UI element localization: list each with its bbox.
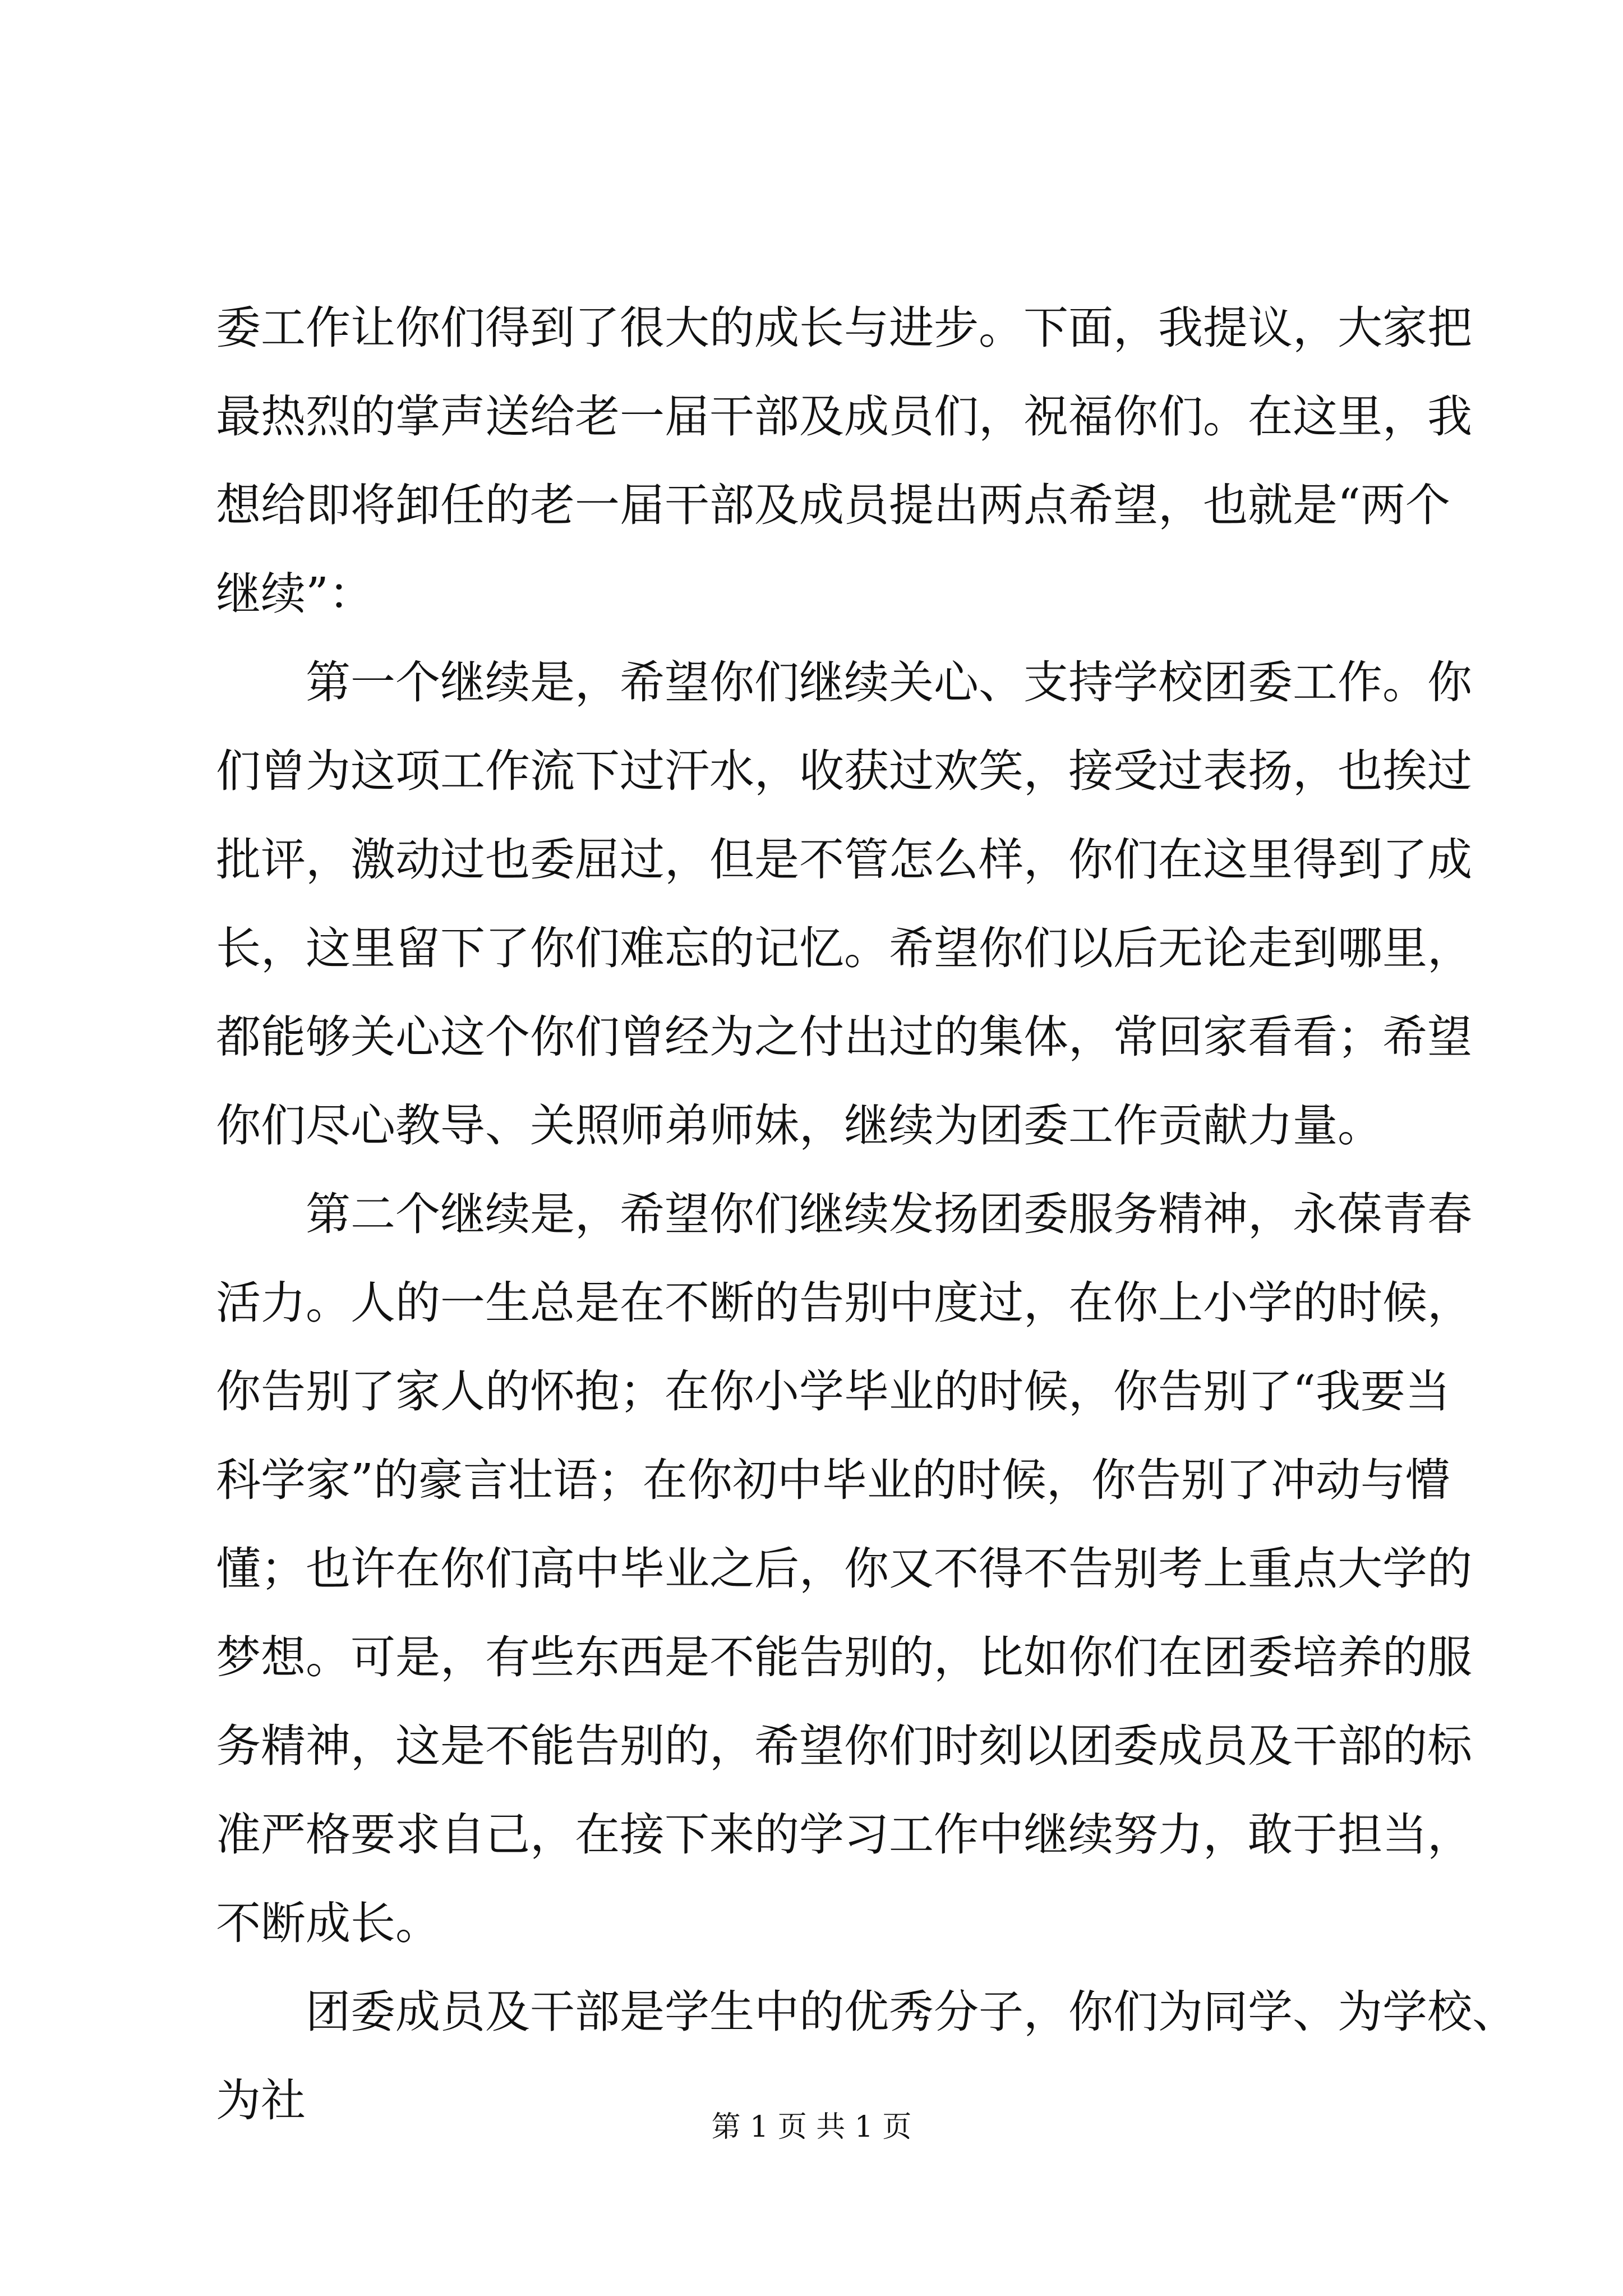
text-line: 都能够关心这个你们曾经为之付出过的集体，常回家看看；希望 [216, 1011, 1472, 1063]
text-line: 们曾为这项工作流下过汗水，收获过欢笑，接受过表扬，也挨过 [216, 745, 1472, 797]
text-line: 懂；也许在你们高中毕业之后，你又不得不告别考上重点大学的 [216, 1543, 1472, 1595]
paragraph-first-line: 第一个继续是，希望你们继续关心、支持学校团委工作。你 [306, 656, 1472, 708]
text-line: 不断成长。 [216, 1897, 440, 1949]
text-line: 你告别了家人的怀抱；在你小学毕业的时候，你告别了“我要当 [216, 1365, 1450, 1418]
text-line: 梦想。可是，有些东西是不能告别的，比如你们在团委培养的服 [216, 1631, 1472, 1683]
text-line: 准严格要求自己，在接下来的学习工作中继续努力，敢于担当， [216, 1809, 1472, 1861]
text-line: 批评，激动过也委屈过，但是不管怎么样，你们在这里得到了成 [216, 834, 1472, 886]
paragraph-first-line: 团委成员及干部是学生中的优秀分子，你们为同学、为学校、 [306, 1986, 1517, 2038]
page-footer: 第 1 页 共 1 页 [711, 2110, 912, 2144]
text-line: 委工作让你们得到了很大的成长与进步。下面，我提议，大家把 [216, 302, 1472, 354]
text-line: 想给即将卸任的老一届干部及成员提出两点希望，也就是“两个 [216, 479, 1450, 531]
text-line: 务精神，这是不能告别的，希望你们时刻以团委成员及干部的标 [216, 1720, 1472, 1772]
text-line: 为社 [216, 2074, 306, 2127]
text-line: 活力。人的一生总是在不断的告别中度过，在你上小学的时候， [216, 1277, 1472, 1329]
text-line: 科学家”的豪言壮语；在你初中毕业的时候，你告别了冲动与懵 [216, 1454, 1450, 1506]
text-line: 继续”： [216, 568, 374, 620]
paragraph-first-line: 第二个继续是，希望你们继续发扬团委服务精神，永葆青春 [306, 1188, 1472, 1240]
text-line: 长，这里留下了你们难忘的记忆。希望你们以后无论走到哪里， [216, 922, 1472, 974]
text-line: 最热烈的掌声送给老一届干部及成员们，祝福你们。在这里，我 [216, 390, 1472, 443]
text-line: 你们尽心教导、关照师弟师妹，继续为团委工作贡献力量。 [216, 1099, 1382, 1152]
